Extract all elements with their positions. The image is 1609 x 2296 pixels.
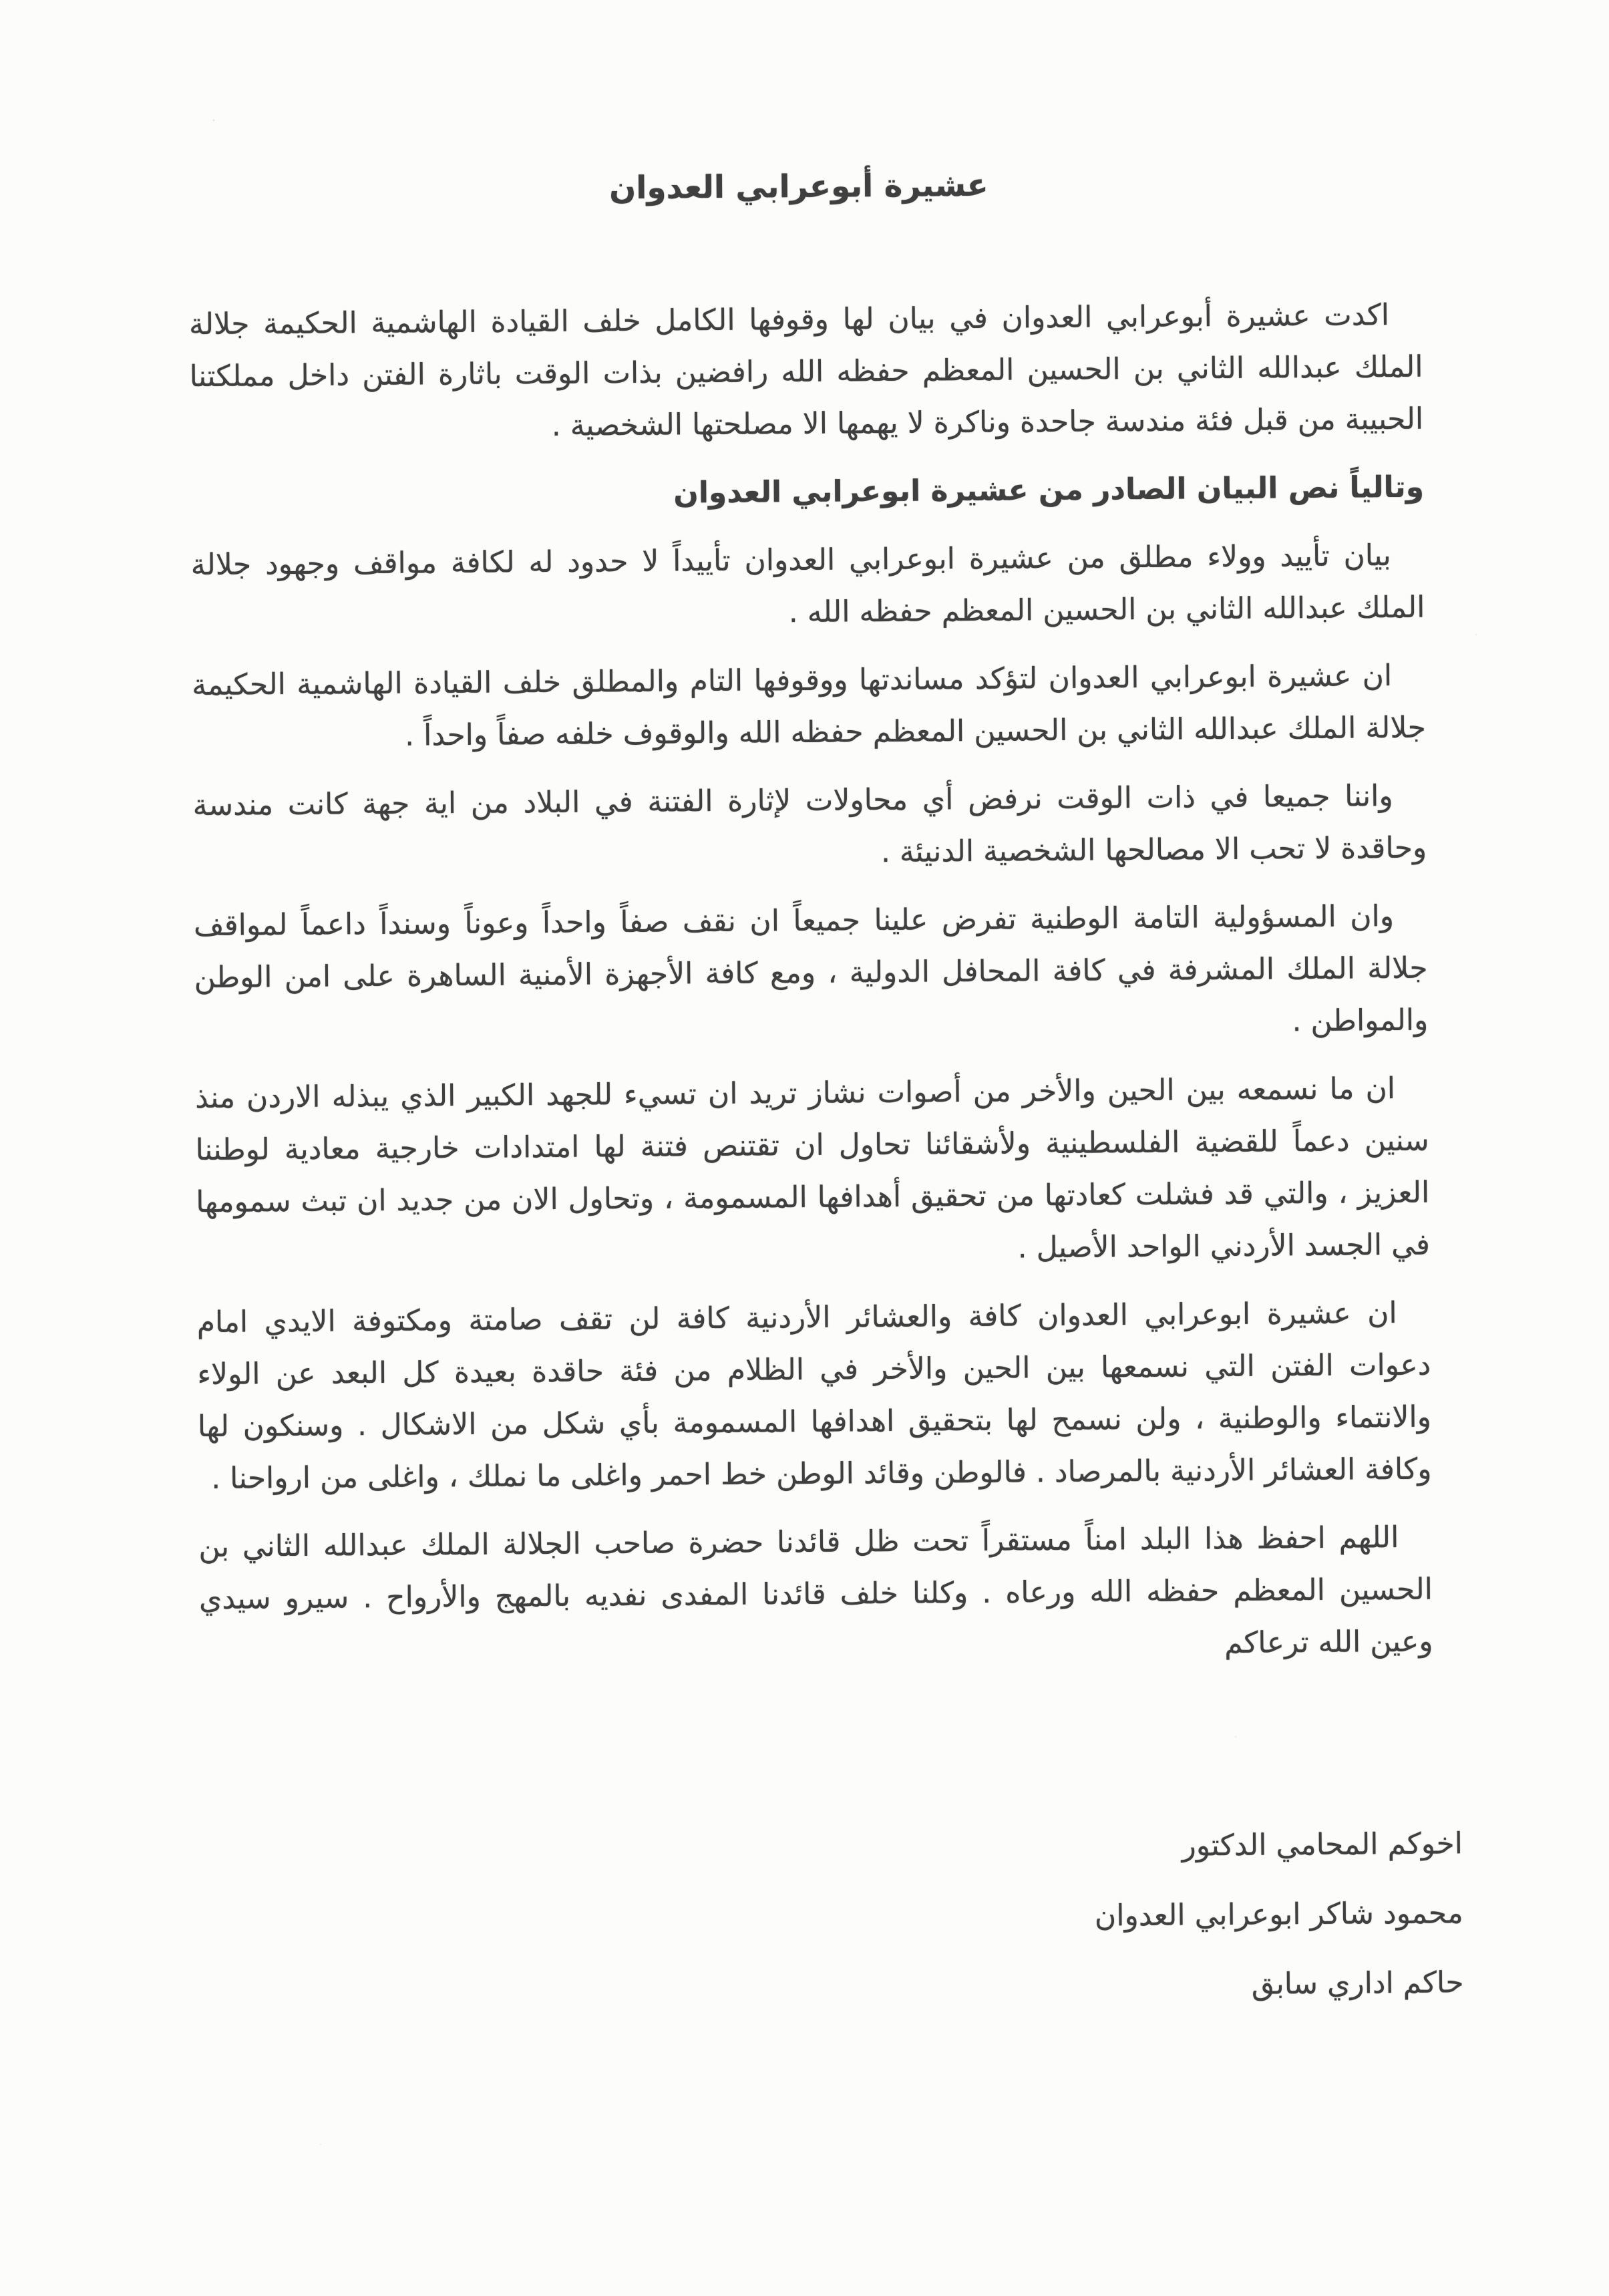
paragraph-loyalty-statement: بيان تأييد وولاء مطلق من عشيرة ابوعرابي العدوان تأييداً لا حدود له لكافة مواقف وجهود جلالة الملك عبدالله الثاني بن الحسين المعظم حفظه الله .: [190, 538, 1425, 630]
signature-role-line: اخوكم المحامي الدكتور: [1182, 1826, 1463, 1863]
signature-name-line: محمود شاكر ابوعرابي العدوان: [1094, 1896, 1463, 1933]
paragraph-intro: اكدت عشيرة أبوعرابي العدوان في بيان لها وقوفها الكامل خلف القيادة الهاشمية الحكيمة جلالة الملك عبدالله الثاني بن الحسين المعظم حفظه الله رافضين بذات الوقت باثارة الفتن داخل مملكتنا الحبيبة من قبل فئة مندسة جاحدة وناكرة لا يهمها الا مصلحتها الشخصية .: [188, 298, 1424, 443]
paragraph-closing-prayer: اللهم احفظ هذا البلد امناً مستقراً تحت ظل قائدنا حضرة صاحب الجلالة الملك عبدالله الثاني بن الحسين المعظم حفظه الله ورعاه . وكلنا خلف قائدنا المفدى نفديه بالمهج والأرواح . سيرو سيدي وعين الله ترعاكم: [198, 1520, 1433, 1661]
paragraph-clans-stance: ان عشيرة ابوعرابي العدوان كافة والعشائر الأردنية كافة لن تقف صامتة ومكتوفة الايدي امام دعوات الفتن التي نسمعها بين الحين والأخر في الظلام من فئة حاقدة بعيدة كل البعد عن الولاء والانتماء والوطنية ، ولن نسمح لها بتحقيق اهدافها المسمومة بأي شكل من الاشكال . وسنكون لها وكافة العشائر الأردنية بالمرصاد . فالوطن وقائد الوطن خط احمر واغلى ما نملك ، واغلى من ارواحنا .: [196, 1296, 1432, 1496]
document-title: عشيرة أبوعرابي العدوان: [608, 166, 989, 207]
signature-block: [1094, 1826, 1464, 2037]
signature-former-title-line: حاكم اداري سابق: [1251, 1965, 1464, 2001]
paragraph-support-affirmation: ان عشيرة ابوعرابي العدوان لتؤكد مساندتها ووقوفها التام والمطلق خلف القيادة الهاشمية الحكيمة جلالة الملك عبدالله الثاني بن الحسين المعظم حفظه الله والوقوف خلفه صفاً واحداً .: [192, 659, 1426, 753]
paragraph-warning-voices: ان ما نسمعه بين الحين والأخر من أصوات نشاز تريد ان تسيء للجهد الكبير الذي يبذله الاردن منذ سنين دعماً للقضية الفلسطينية ولأشقائنا تحاول ان تقتنص فتنة لها امتدادات خارجية معادية لوطننا العزيز ، والتي قد فشلت كعادتها من تحقيق أهدافها المسمومة ، وتحاول الان من جديد ان تبث سمومها في الجسد الأردني الواحد الأصيل .: [194, 1072, 1431, 1265]
paragraph-rejection-of-sedition: واننا جميعا في ذات الوقت نرفض أي محاولات لإثارة الفتنة في البلاد من اية جهة كانت مندسة وحاقدة لا تحب الا مصالحها الشخصية الدنيئة .: [192, 779, 1427, 870]
statement-heading: وتالياً نص البيان الصادر من عشيرة ابوعرابي العدوان: [673, 470, 1425, 510]
paragraph-national-responsibility: وان المسؤولية التامة الوطنية تفرض علينا جميعاً ان نقف صفاً واحداً وعوناً وسنداً داعماً لمواقف جلالة الملك المشرفة في كافة المحافل الدولية ، ومع كافة الأجهزة الأمنية الساهرة على امن الوطن والمواطن .: [193, 899, 1429, 1039]
document-body: [189, 289, 1433, 1693]
